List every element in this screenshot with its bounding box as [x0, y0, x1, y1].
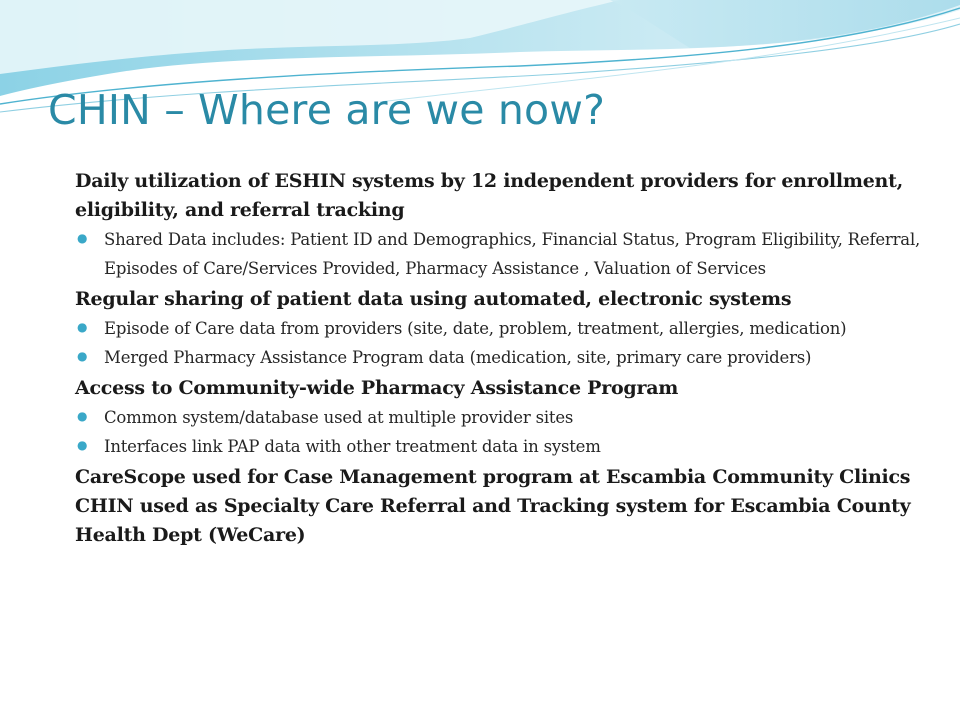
bullet-icon: ● — [77, 438, 88, 452]
sub-point — [75, 343, 945, 372]
sub-point — [75, 403, 945, 432]
sub-point-text: Interfaces link PAP data with other treatment data in system — [104, 437, 601, 456]
sub-point-text: Shared Data includes: Patient ID and Demographics, Financial Status, Program Eligibility, Referral, Episodes of Care/Services Provided, Pharmacy Assistance , Valuation of Services — [104, 230, 921, 278]
sub-list — [75, 403, 945, 461]
main-point: Access to Community-wide Pharmacy Assistance Program — [75, 377, 679, 399]
sub-point-text: Merged Pharmacy Assistance Program data (medication, site, primary care providers) — [104, 348, 812, 367]
main-point: Daily utilization of ESHIN systems by 12 independent providers for enrollment, eligibility, and referral tracking — [75, 170, 903, 221]
main-point: CareScope used for Case Management program at Escambia Community Clinics — [75, 466, 911, 488]
sub-list — [75, 225, 945, 283]
bullet-icon: ● — [77, 231, 88, 245]
bullet-icon: ● — [77, 320, 88, 334]
bullet-icon: ● — [77, 349, 88, 363]
sub-point-text: Common system/database used at multiple provider sites — [104, 408, 574, 427]
main-point: CHIN used as Specialty Care Referral and Tracking system for Escambia County Health Dept (WeCare) — [75, 495, 911, 546]
sub-list — [75, 314, 945, 372]
bullet-content — [75, 167, 945, 550]
sub-point — [75, 314, 945, 343]
sub-point-text: Episode of Care data from providers (site, date, problem, treatment, allergies, medication) — [104, 319, 847, 338]
sub-point — [75, 432, 945, 461]
bullet-icon: ● — [77, 409, 88, 423]
sub-point — [75, 225, 945, 283]
main-point: Regular sharing of patient data using automated, electronic systems — [75, 288, 792, 310]
slide-title: CHIN – Where are we now? — [48, 86, 606, 134]
